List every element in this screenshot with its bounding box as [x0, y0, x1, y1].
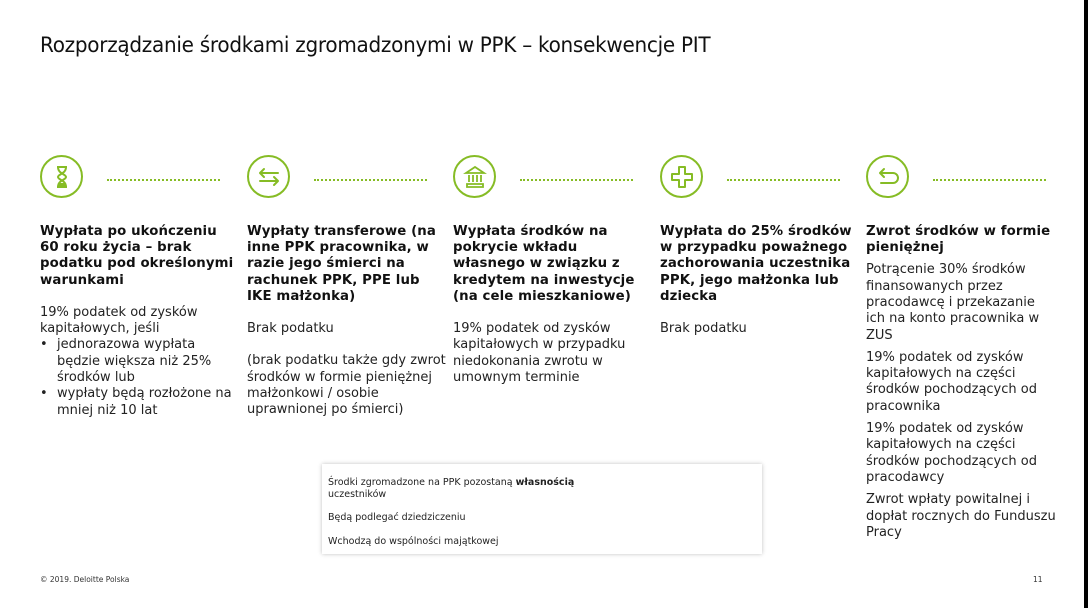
step-heading: Zwrot środków w formie pieniężnej	[866, 224, 1051, 256]
inheritance-line: Będą podlegać dziedziczeniu	[328, 512, 466, 523]
step-mortgage-contribution	[453, 155, 658, 385]
return-arrow-icon	[866, 155, 909, 198]
page-number: 11	[1033, 575, 1043, 584]
ownership-info-box	[322, 464, 762, 554]
dotted-connector	[314, 179, 427, 181]
bank-building-icon	[453, 155, 496, 198]
dotted-connector	[727, 179, 840, 181]
step-text: Potrącenie 30% środków finansowanych przez pracodawcę i przekazanie ich na konto pracownika w ZUS	[866, 262, 1040, 343]
step-text: Zwrot wpłaty powitalnej i dopłat rocznych do Funduszu Pracy	[866, 492, 1056, 540]
step-cash-return	[866, 155, 1071, 540]
medical-cross-icon	[660, 155, 703, 198]
step-text: Brak podatku	[247, 321, 334, 337]
ownership-line	[328, 477, 756, 489]
bullet-item: • jednorazowa wypłata będzie większa niż 25% środków lub	[40, 337, 240, 386]
right-edge-bar	[1084, 0, 1088, 608]
step-text: (brak podatku także gdy zwrot środków w formie pieniężnej małżonkowi / osobie uprawnionej po śmierci)	[247, 353, 446, 418]
copyright: © 2019. Deloitte Polska	[40, 575, 130, 584]
step-text: 19% podatek od zysków kapitałowych na części środków pochodzących od pracownika	[866, 349, 1037, 414]
bullet-item: • wypłaty będą rozłożone na mniej niż 10 lat	[40, 386, 240, 419]
step-heading: Wypłaty transferowe (na inne PPK pracownika, w razie jego śmierci na rachunek PPK, PPE lub IKE małżonka)	[247, 224, 436, 304]
ownership-text: Środki zgromadzone na PPK pozostaną	[328, 477, 516, 488]
step-text: Brak podatku	[660, 321, 747, 337]
dotted-connector	[520, 179, 633, 181]
ownership-bold-text: własnością	[515, 477, 575, 488]
step-text: 19% podatek od zysków kapitałowych w przypadku niedokonania zwrotu w umownym terminie	[453, 321, 626, 385]
step-heading: Wypłata środków na pokrycie wkładu własnego w związku z kredytem na inwestycje (na cele mieszkaniowe)	[453, 224, 635, 304]
hourglass-icon	[40, 155, 83, 198]
step-heading: Wypłata po ukończeniu 60 roku życia – brak podatku pod określonymi warunkami	[40, 224, 234, 288]
step-serious-illness	[660, 155, 865, 337]
joint-property-line: Wchodzą do wspólności majątkowej	[328, 535, 499, 547]
step-heading: Wypłata do 25% środków w przypadku poważnego zachorowania uczestnika PPK, jego małżonka lub dziecka	[660, 224, 852, 304]
condition-list	[40, 337, 240, 418]
step-text: 19% podatek od zysków kapitałowych, jeśli	[40, 304, 198, 337]
step-payout-after-60	[40, 155, 245, 418]
step-transfer-payouts	[247, 155, 452, 418]
slide-title: Rozporządzanie środkami zgromadzonymi w PPK – konsekwencje PIT	[40, 33, 711, 58]
dotted-connector	[933, 179, 1046, 181]
transfer-arrows-icon	[247, 155, 290, 198]
step-text: 19% podatek od zysków kapitałowych na części środków pochodzących od pracodawcy	[866, 421, 1037, 485]
dotted-connector	[107, 179, 220, 181]
ownership-line-cont: uczestników	[328, 488, 387, 500]
